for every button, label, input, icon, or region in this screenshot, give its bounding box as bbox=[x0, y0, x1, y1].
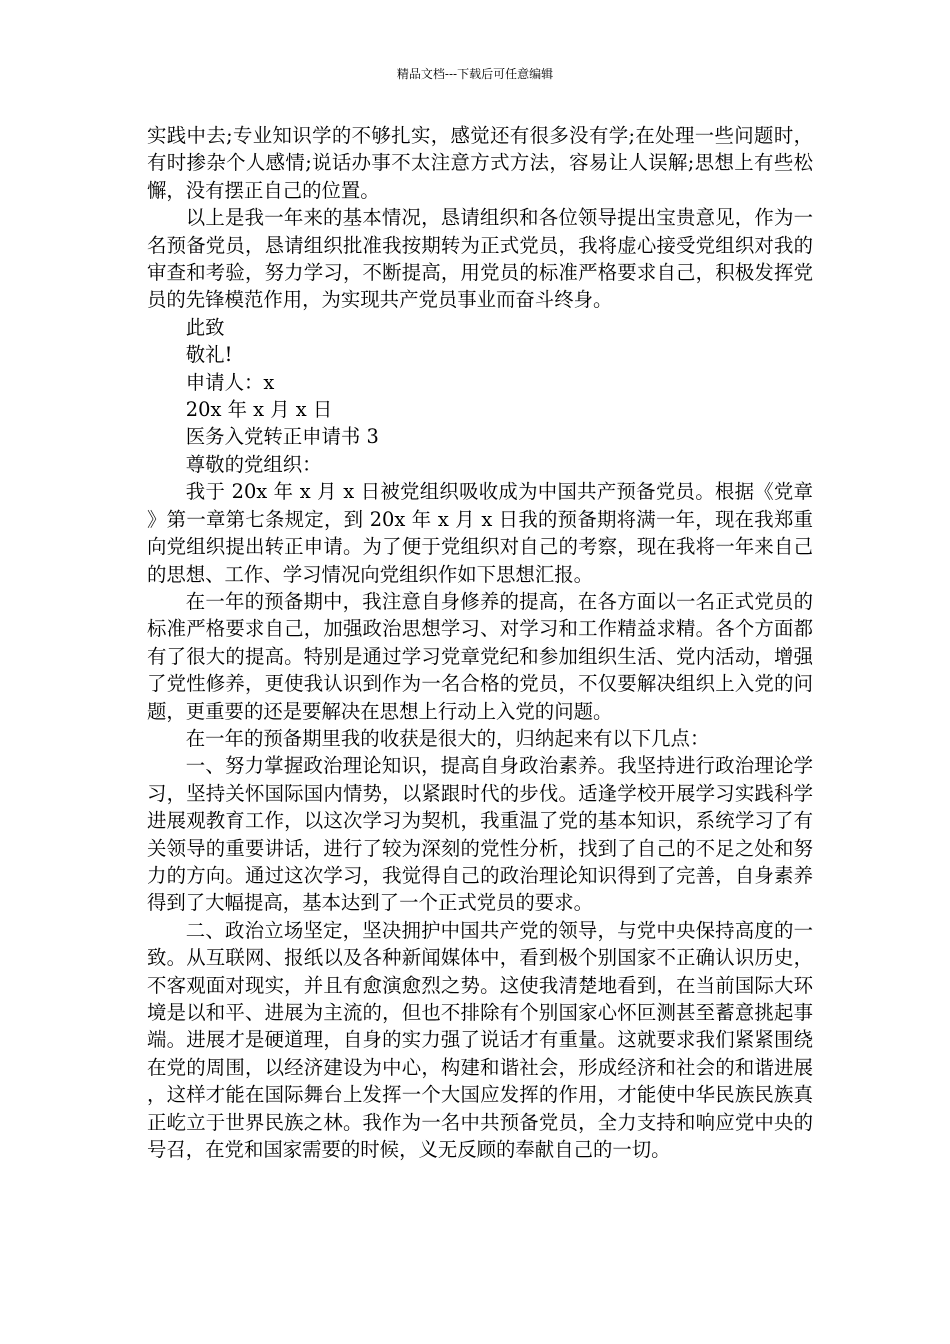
closing-regards: 敬礼! bbox=[185, 343, 233, 367]
paragraph-point-one: 一、努力掌握政治理论知识，提高自身政治素养。我坚持进行政治理论学习，坚持关怀国际国内情势，以紧跟时代的步伐。适逢学校开展学习实践科学进展观教育工作，以这次学习为契机，我重温了党的基本知识，系统学习了有关领导的重要讲话，进行了较为深刻的党性分析，找到了自己的不足之处和努力的方向。通过这次学习，我觉得自己的政治理论知识得到了完善，自身素养得到了大幅提高，基本达到了一个正式党员的要求。 bbox=[147, 754, 813, 915]
closing-salutation: 此致 bbox=[185, 315, 225, 339]
document-body bbox=[147, 122, 813, 1163]
greeting: 尊敬的党组织： bbox=[185, 452, 322, 476]
paragraph-summary: 以上是我一年来的基本情况，恳请组织和各位领导提出宝贵意见，作为一名预备党员，恳请组织批准我按期转为正式党员，我将虚心接受党组织对我的审查和考验，努力学习，不断提高，用党员的标准严格要求自己，积极发挥党员的先锋模范作用，为实现共产党员事业而奋斗终身。 bbox=[147, 206, 813, 312]
applicant-signature: 申请人：x bbox=[185, 370, 275, 394]
signature-date: 20x 年 x 月 x 日 bbox=[185, 398, 333, 422]
paragraph-intro: 我于 20x 年 x 月 x 日被党组织吸收成为中国共产预备党员。根据《党章》第一章第七条规定，到 20x 年 x 月 x 日我的预备期将满一年，现在我郑重向党组织提出转正申请。为了便于党组织对自己的考察，现在我将一年来自己的思想、工作、学习情况向党组织作如下思想汇报。 bbox=[147, 480, 813, 586]
page-header: 精品文档---下载后可任意编辑 bbox=[396, 67, 554, 81]
paragraph-continued: 实践中去;专业知识学的不够扎实，感觉还有很多没有学;在处理一些问题时，有时掺杂个人感情;说话办事不太注意方式方法，容易让人误解;思想上有些松懈，没有摆正自己的位置。 bbox=[147, 124, 813, 202]
section-title: 医务入党转正申请书 3 bbox=[185, 425, 379, 449]
paragraph-point-two: 二、政治立场坚定，坚决拥护中国共产党的领导，与党中央保持高度的一致。从互联网、报纸以及各种新闻媒体中，看到极个别国家不正确认识历史，不客观面对现实，并且有愈演愈烈之势。这使我清楚地看到，在当前国际大环境是以和平、进展为主流的，但也不排除有个别国家心怀叵测甚至蓄意挑起事端。进展才是硬道理，自身的实力强了说话才有重量。这就要求我们紧紧围绕在党的周围，以经济建设为中心，构建和谐社会，形成经济和社会的和谐进展，这样才能在国际舞台上发挥一个大国应发挥的作用，才能使中华民族民族真正屹立于世界民族之林。我作为一名中共预备党员，全力支持和响应党中央的号召，在党和国家需要的时候，义无反顾的奉献自己的一切。 bbox=[147, 918, 813, 1162]
paragraph-probation: 在一年的预备期中，我注意自身修养的提高，在各方面以一名正式党员的标准严格要求自己，加强政治思想学习、对学习和工作精益求精。各个方面都有了很大的提高。特别是通过学习党章党纪和参加组织生活、党内活动，增强了党性修养，更使我认识到作为一名合格的党员，不仅要解决组织上入党的问题，更重要的还是要解决在思想上行动上入党的问题。 bbox=[147, 589, 813, 723]
paragraph-gains: 在一年的预备期里我的收获是很大的，归纳起来有以下几点： bbox=[185, 726, 710, 750]
